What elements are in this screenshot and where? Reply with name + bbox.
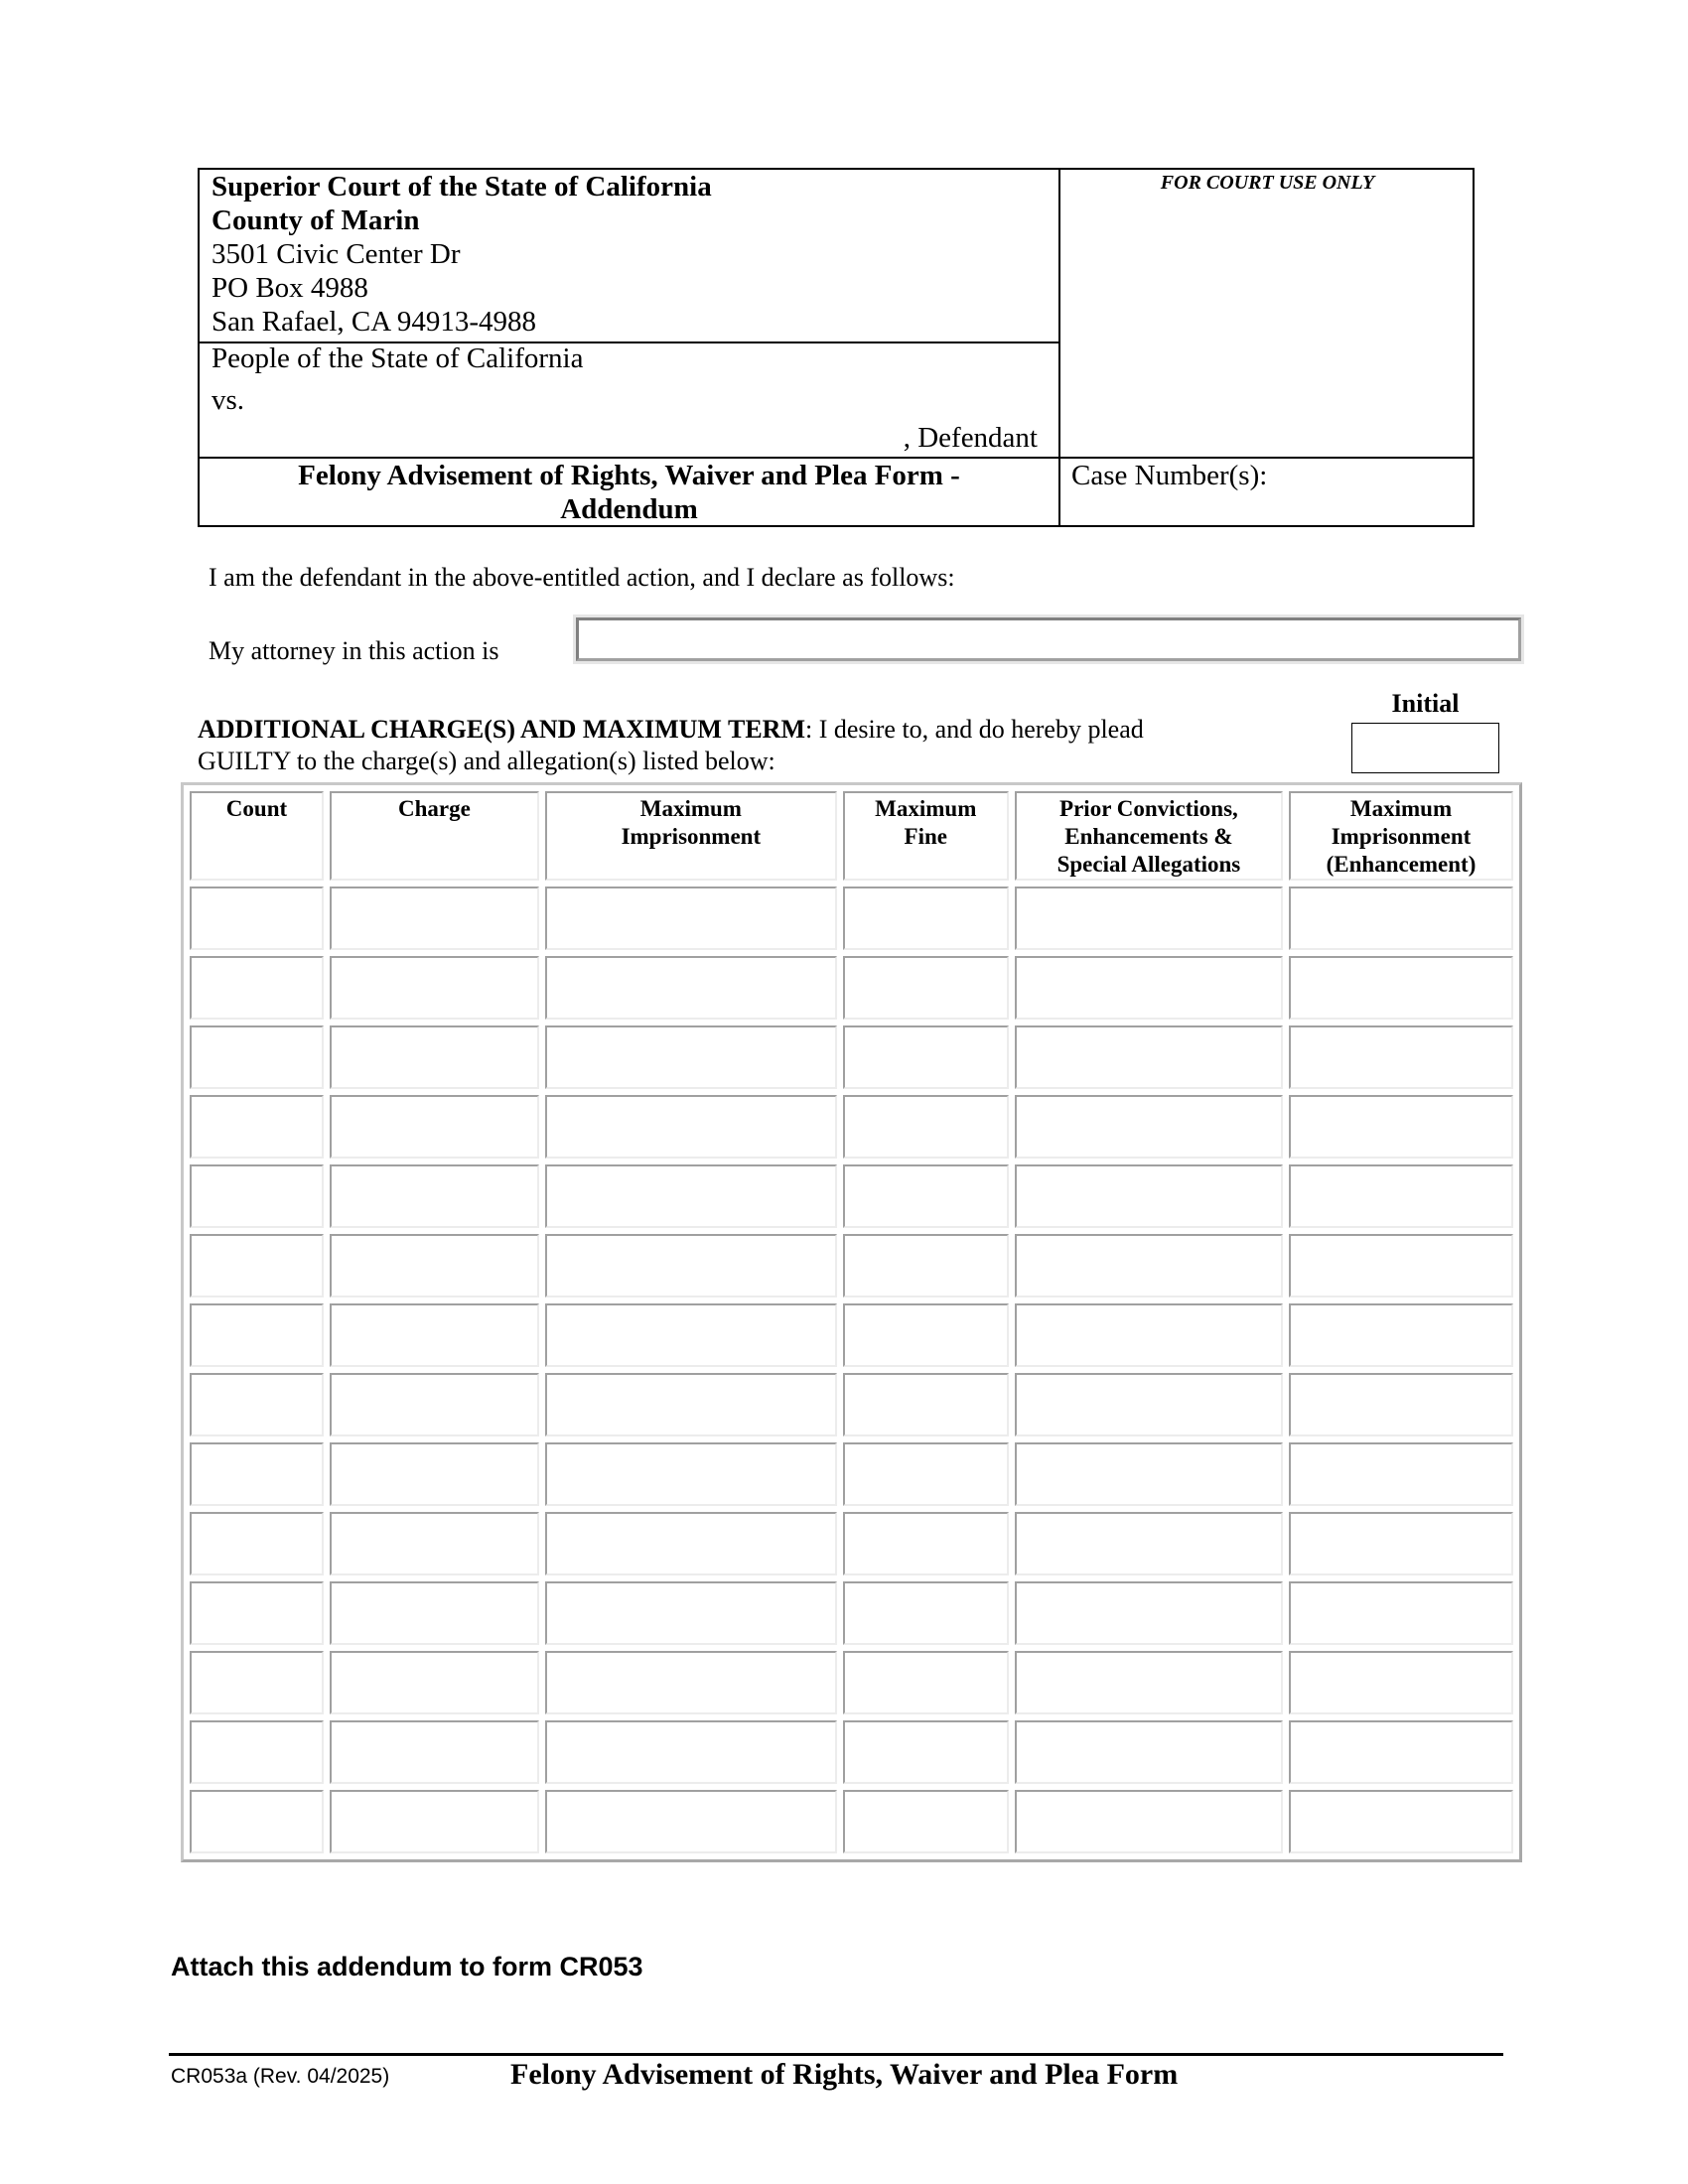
- court-use-label: FOR COURT USE ONLY: [1160, 172, 1375, 194]
- table-cell-input[interactable]: [1289, 1720, 1513, 1784]
- column-header-line: Maximum: [875, 796, 977, 821]
- address-line: San Rafael, CA 94913-4988: [211, 306, 537, 338]
- table-cell-input[interactable]: [330, 887, 539, 950]
- attorney-label: My attorney in this action is: [209, 636, 499, 665]
- table-row: [190, 1303, 1513, 1367]
- column-header-line: Charge: [398, 796, 471, 821]
- table-cell-input[interactable]: [545, 1581, 837, 1645]
- attach-note: Attach this addendum to form CR053: [171, 1952, 643, 1981]
- table-cell-input[interactable]: [843, 1581, 1009, 1645]
- table-cell-input[interactable]: [1289, 1790, 1513, 1853]
- table-cell-input[interactable]: [843, 887, 1009, 950]
- table-cell-input[interactable]: [843, 1512, 1009, 1575]
- table-cell-input[interactable]: [545, 1303, 837, 1367]
- table-cell-input[interactable]: [545, 1720, 837, 1784]
- table-cell-input[interactable]: [330, 1790, 539, 1853]
- plaintiff: People of the State of California: [211, 342, 584, 374]
- table-cell-input[interactable]: [1289, 1512, 1513, 1575]
- declaration-text: I am the defendant in the above-entitled action, and I declare as follows:: [209, 563, 955, 592]
- column-header-line: Maximum: [1349, 796, 1453, 821]
- table-cell-input[interactable]: [843, 1095, 1009, 1159]
- table-row: [190, 887, 1513, 950]
- charges-line2: GUILTY to the charge(s) and allegation(s) listed below:: [198, 747, 775, 775]
- table-cell-input[interactable]: [1289, 956, 1513, 1020]
- column-header-line: Imprisonment: [1331, 824, 1472, 849]
- table-cell-input[interactable]: [1015, 956, 1283, 1020]
- table-cell-input[interactable]: [1015, 1581, 1283, 1645]
- table-cell-input[interactable]: [330, 1303, 539, 1367]
- table-cell-input[interactable]: [190, 1095, 324, 1159]
- attorney-input[interactable]: [576, 617, 1521, 661]
- table-cell-input[interactable]: [545, 1651, 837, 1714]
- charges-heading-text: : I desire to, and do hereby plead: [804, 715, 1144, 744]
- table-cell-input[interactable]: [1289, 1442, 1513, 1506]
- court-name: Superior Court of the State of California: [211, 171, 712, 203]
- table-cell-input[interactable]: [843, 1164, 1009, 1228]
- column-header-line: Fine: [904, 824, 947, 849]
- table-row: [190, 1512, 1513, 1575]
- column-header-line: Count: [225, 796, 288, 821]
- table-cell-input[interactable]: [545, 887, 837, 950]
- table-cell-input[interactable]: [843, 1651, 1009, 1714]
- table-cell-input[interactable]: [1015, 1442, 1283, 1506]
- charges-heading: [198, 714, 1144, 746]
- table-cell-input[interactable]: [843, 1025, 1009, 1089]
- table-cell-input[interactable]: [330, 956, 539, 1020]
- table-cell-input[interactable]: [190, 1442, 324, 1506]
- table-cell-input[interactable]: [330, 1234, 539, 1297]
- table-cell-input[interactable]: [1015, 1651, 1283, 1714]
- table-cell-input[interactable]: [1289, 1234, 1513, 1297]
- table-cell-input[interactable]: [1289, 887, 1513, 950]
- form-title-line: Felony Advisement of Rights, Waiver and Plea Form -: [298, 460, 960, 491]
- charges-heading-bold: ADDITIONAL CHARGE(S) AND MAXIMUM TERM: [198, 715, 805, 744]
- table-cell-input[interactable]: [190, 1651, 324, 1714]
- form-title: [200, 459, 1058, 526]
- table-cell-input[interactable]: [843, 1373, 1009, 1436]
- column-header: [190, 791, 324, 881]
- court-info: [211, 170, 712, 339]
- column-header-line: (Enhancement): [1326, 852, 1477, 877]
- table-cell-input[interactable]: [843, 1234, 1009, 1297]
- column-header-line: Special Allegations: [1056, 852, 1241, 877]
- column-header: [843, 791, 1009, 881]
- table-cell-input[interactable]: [1289, 1095, 1513, 1159]
- table-cell-input[interactable]: [190, 1720, 324, 1784]
- table-header-row: [190, 791, 1513, 881]
- table-cell-input[interactable]: [330, 1164, 539, 1228]
- table-row: [190, 1651, 1513, 1714]
- table-cell-input[interactable]: [545, 1512, 837, 1575]
- table-cell-input[interactable]: [330, 1442, 539, 1506]
- table-cell-input[interactable]: [190, 1303, 324, 1367]
- table-cell-input[interactable]: [1015, 887, 1283, 950]
- column-header: [545, 791, 837, 881]
- table-cell-input[interactable]: [1015, 1303, 1283, 1367]
- table-cell-input[interactable]: [190, 1234, 324, 1297]
- table-cell-input[interactable]: [1289, 1164, 1513, 1228]
- initial-input[interactable]: [1351, 723, 1499, 773]
- table-row: [190, 1164, 1513, 1228]
- table-cell-input[interactable]: [545, 1373, 837, 1436]
- table-cell-input[interactable]: [545, 1025, 837, 1089]
- table-cell-input[interactable]: [1289, 1651, 1513, 1714]
- column-header: [1015, 791, 1283, 881]
- table-cell-input[interactable]: [330, 1373, 539, 1436]
- table-cell-input[interactable]: [330, 1720, 539, 1784]
- table-row: [190, 1442, 1513, 1506]
- table-row: [190, 1720, 1513, 1784]
- caption-box: [198, 168, 1475, 527]
- table-cell-input[interactable]: [843, 1790, 1009, 1853]
- address-line: PO Box 4988: [211, 272, 368, 304]
- table-cell-input[interactable]: [330, 1095, 539, 1159]
- table-cell-input[interactable]: [330, 1651, 539, 1714]
- form-title-line: Addendum: [560, 493, 698, 525]
- table-row: [190, 1790, 1513, 1853]
- column-header-line: Prior Convictions,: [1059, 796, 1238, 821]
- table-cell-input[interactable]: [1289, 1303, 1513, 1367]
- footer-rule: [169, 2053, 1503, 2056]
- table-cell-input[interactable]: [330, 1025, 539, 1089]
- table-cell-input[interactable]: [330, 1581, 539, 1645]
- column-header: [330, 791, 539, 881]
- table-cell-input[interactable]: [843, 1720, 1009, 1784]
- table-cell-input[interactable]: [545, 1442, 837, 1506]
- table-cell-input[interactable]: [545, 1790, 837, 1853]
- table-cell-input[interactable]: [545, 956, 837, 1020]
- table-cell-input[interactable]: [1015, 1790, 1283, 1853]
- table-row: [190, 1025, 1513, 1089]
- table-cell-input[interactable]: [190, 887, 324, 950]
- table-cell-input[interactable]: [1289, 1581, 1513, 1645]
- table-row: [190, 1095, 1513, 1159]
- table-cell-input[interactable]: [1289, 1373, 1513, 1436]
- table-cell-input[interactable]: [843, 1442, 1009, 1506]
- table-cell-input[interactable]: [190, 1373, 324, 1436]
- initial-label: Initial: [1391, 689, 1460, 718]
- table-row: [190, 1234, 1513, 1297]
- column-header: [1289, 791, 1513, 881]
- table-cell-input[interactable]: [1015, 1512, 1283, 1575]
- column-header-line: Imprisonment: [621, 824, 762, 849]
- vs-label: vs.: [211, 384, 245, 416]
- table-cell-input[interactable]: [843, 956, 1009, 1020]
- table-cell-input[interactable]: [330, 1512, 539, 1575]
- table-cell-input[interactable]: [545, 1095, 837, 1159]
- table-cell-input[interactable]: [545, 1234, 837, 1297]
- table-cell-input[interactable]: [1015, 1234, 1283, 1297]
- footer-form-id: CR053a (Rev. 04/2025): [171, 2065, 390, 2088]
- table-cell-input[interactable]: [190, 1512, 324, 1575]
- table-cell-input[interactable]: [190, 1790, 324, 1853]
- table-row: [190, 1373, 1513, 1436]
- table-cell-input[interactable]: [843, 1303, 1009, 1367]
- column-header-line: Maximum: [639, 796, 742, 821]
- table-cell-input[interactable]: [545, 1164, 837, 1228]
- table-cell-input[interactable]: [1015, 1095, 1283, 1159]
- table-cell-input[interactable]: [1289, 1025, 1513, 1089]
- charges-table: [181, 782, 1522, 1862]
- table-cell-input[interactable]: [190, 956, 324, 1020]
- table-cell-input[interactable]: [190, 1581, 324, 1645]
- table-cell-input[interactable]: [1015, 1025, 1283, 1089]
- column-header-line: Enhancements &: [1064, 824, 1233, 849]
- county: County of Marin: [211, 205, 420, 236]
- defendant-label: , Defendant: [903, 422, 1038, 454]
- table-cell-input[interactable]: [190, 1025, 324, 1089]
- case-number-label: Case Number(s):: [1071, 460, 1268, 491]
- table-row: [190, 1581, 1513, 1645]
- table-row: [190, 956, 1513, 1020]
- table-cell-input[interactable]: [190, 1164, 324, 1228]
- table-cell-input[interactable]: [1015, 1373, 1283, 1436]
- footer-title: Felony Advisement of Rights, Waiver and Plea Form: [510, 2058, 1179, 2091]
- table-cell-input[interactable]: [1015, 1720, 1283, 1784]
- divider: [1058, 170, 1060, 525]
- address-line: 3501 Civic Center Dr: [211, 238, 461, 270]
- table-cell-input[interactable]: [1015, 1164, 1283, 1228]
